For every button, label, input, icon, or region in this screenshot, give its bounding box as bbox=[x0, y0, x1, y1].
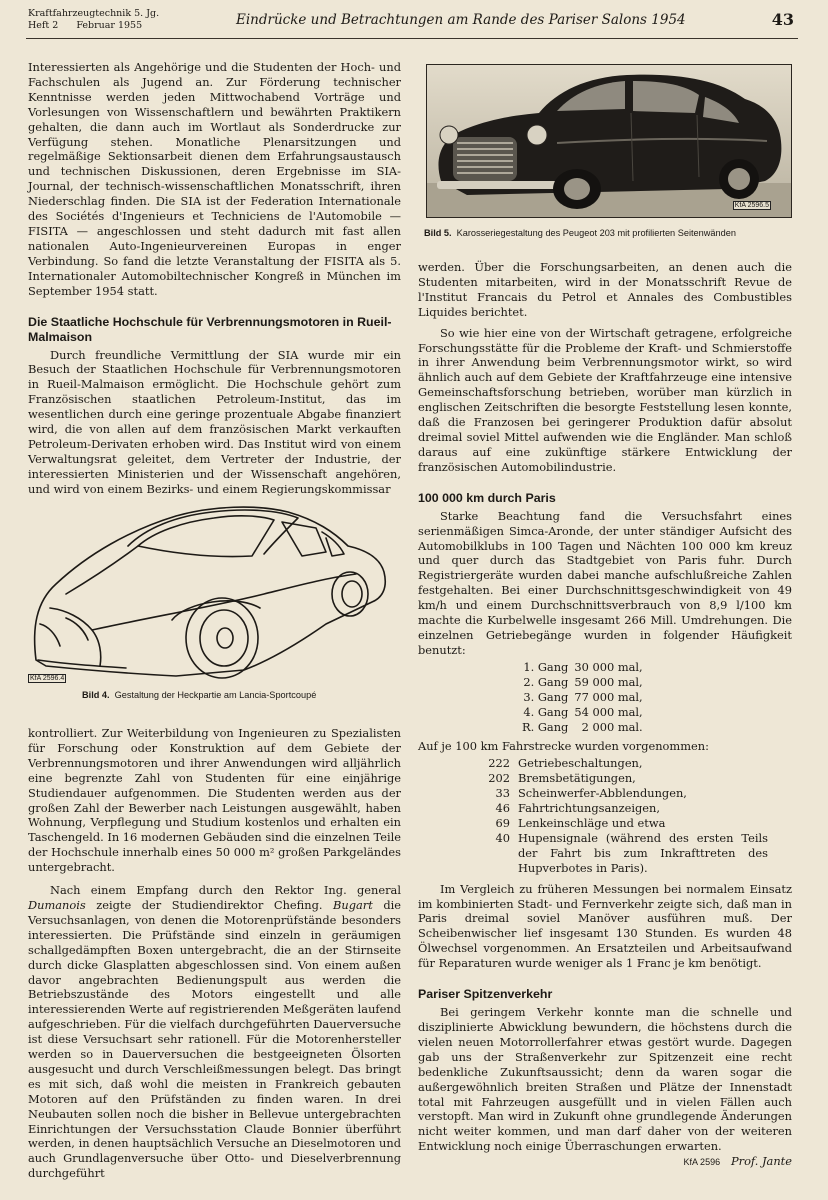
gear-name: 1. Gang bbox=[523, 659, 569, 674]
gear-row bbox=[522, 660, 647, 675]
count-label: Lenkeinschläge und etwa bbox=[518, 815, 666, 830]
count-label: Hupensignale (während des ersten Teils der Fahrt bis zum Inkrafttreten des Hupverbotes in Paris). bbox=[518, 830, 768, 875]
count-row bbox=[480, 801, 768, 816]
count-row bbox=[480, 771, 768, 786]
gear-count: 2 000 mal. bbox=[581, 719, 643, 734]
count-label: Fahrtrichtungsanzeigen, bbox=[518, 800, 660, 815]
manoeuvre-count-table bbox=[480, 756, 768, 876]
paragraph: Interessierten als Angehörige und die Studenten der Hoch- und Fachschulen als Jugend an. Zur Förderung technischer Kenntnisse werden jeden Mittwochabend Vorträge und Vorlesungen von Wissenschaftlern und bewährten Praktikern gehalten, die dann auch im Wortlaut als Sonderdrucke zur Verfügung stehen. Monatliche Plenarsitzungen und regelmäßige Sektionsarbeit dienen dem Erfahrungsaustausch und technischen Diskussionen, deren Ergebnisse im SIA-Journal, der technisch-wissenschaftlichen Monatsschrift, ihren Niederschlag finden. Die SIA ist der Federation Internationale des Sociétés d'Ingenieurs et Techniciens de l'Automobile — FISITA — angeschlossen und steht dadurch mit fast allen nationalen Auto-Ingenieurvereinen Europas in enger Verbindung. So fand die letzte Veranstaltung der FISITA als 5. Internationaler Automobiltechnischer Kongreß in München im September 1954 statt. bbox=[28, 60, 401, 298]
running-head-title: Eindrücke und Betrachtungen am Rande des Pariser Salons 1954 bbox=[236, 12, 686, 28]
gear-count: 77 000 mal, bbox=[574, 689, 643, 704]
paragraph: Auf je 100 km Fahrstrecke wurden vorgenommen: bbox=[418, 738, 709, 753]
count-label: Bremsbetätigungen, bbox=[518, 770, 636, 785]
paragraph: Im Vergleich zu früheren Messungen bei normalem Einsatz im kombinierten Stadt- und Fernverkehr zeigte sich, daß man in Paris dreimal soviel Manöver ausführen muß. Der Scheibenwischer lief insgesamt 130 Stunden. Es wurden 48 Ölwechsel vorgenommen. An Ersatzteilen und Arbeitsaufwand für Reparaturen wurde weniger als 1 Franc je km benötigt. bbox=[418, 881, 792, 971]
count-value: 69 bbox=[495, 815, 510, 830]
peugeot-203-photo bbox=[427, 65, 791, 217]
gear-name: 3. Gang bbox=[523, 689, 569, 704]
section-heading: 100 000 km durch Paris bbox=[418, 490, 556, 505]
paragraph: kontrolliert. Zur Weiterbildung von Ingenieuren zu Spezialisten für Forschung oder Konstruktion auf dem Gebiete der Verbrennungsmotoren und ihrer Anwendungen wird alljährlich eine begrenzte Zahl von Studenten für eine einjährige Studiendauer aufgenommen. Die Studenten werden aus der großen Zahl der Bewerber nach Leistungen ausgewählt, haben Wohnung, Verpflegung und Studium kostenlos und erhalten ein Taschengeld. In 16 modernen Gebäuden sind die einzelnen Teile der Hochschule innerhalb eines 50 000 m² großen Parkgeländes untergebracht. bbox=[28, 726, 401, 875]
paragraph: Bei geringem Verkehr konnte man die schnelle und disziplinierte Abwicklung bewundern, die höchstens durch die vielen neuen Motorrollerfahrer etwas gestört wurde. Dagegen gab uns der Straßenverkehr zur Spitzenzeit eine recht bedenkliche Zukunftsaussicht; denn da waren sogar die außergewöhnlich breiten Straßen und Plätze der Innenstadt total mit Fahrzeugen ausgefüllt und in vielen Fällen auch verstopft. Man wird in Zukunft ohne grundlegende Änderungen nicht weiter kommen, und man darf daher von der weiteren Entwicklung noch einige Überraschungen erwarten. bbox=[418, 1005, 792, 1154]
figure-5-caption-text: Karosseriegestaltung des Peugeot 203 mit profilierten Seitenwänden bbox=[456, 228, 736, 238]
text-run: Nach einem Empfang durch den Rektor Ing. general bbox=[50, 883, 401, 898]
journal-name: Kraftfahrzeugtechnik bbox=[28, 8, 132, 19]
gear-count: 54 000 mal, bbox=[574, 704, 643, 719]
count-row bbox=[480, 831, 768, 876]
section-heading: Pariser Spitzenverkehr bbox=[418, 987, 553, 1002]
running-head-left bbox=[28, 8, 159, 32]
figure-5-photo bbox=[426, 64, 792, 218]
gear-usage-table bbox=[522, 660, 647, 735]
text-run: die Versuchsanlagen, von denen die Motorenprüfstände besonders interessierten. Die Prüfstände sind einzeln in geräumigen schallgedämpften Boxen untergebracht, die an der Stirnseite durch dicke Glasplatten abgeschlossen sind. Von einem außen davor angebrachten Bedienungspult aus werden die Betriebszustände des Motors eingestellt und alle interessierenden Werte auf registrierenden Meßgeräten laufend aufgeschrieben. Für die vielfach durchgeführten Dauerversuche ist diese Versuchsart sehr rationell. Für die Motorenhersteller werden so in Dauerversuchen die bestgeeigneten Ölsorten ausgesucht und durch Verschleißmessungen belegt. Das bringt es mit sich, daß wohl die meisten in Frankreich gebauten Motoren auf den Prüfständen zu finden waren. In drei Neubauten sollen noch die bisher in Bellevue untergebrachten Einrichtungen der Versuchsstation Claude Bonnier überführt werden, in denen hauptsächlich Versuche an Dieselmotoren und auch Grundlagenversuche über Otto- und Dieselverbrennung durchgeführt bbox=[28, 897, 401, 1181]
count-row bbox=[480, 756, 768, 771]
header-rule bbox=[26, 38, 798, 39]
count-row bbox=[480, 786, 768, 801]
figure-4-reference: KfA 2596.4 bbox=[30, 675, 65, 682]
figure-5-reference: KfA 2596.5 bbox=[734, 202, 769, 209]
figure-4-caption bbox=[82, 690, 316, 700]
count-value: 202 bbox=[488, 770, 510, 785]
left-column-upper bbox=[28, 60, 401, 497]
count-value: 46 bbox=[495, 800, 510, 815]
gear-name: 4. Gang bbox=[523, 704, 569, 719]
author: Prof. Jante bbox=[730, 1154, 792, 1169]
lancia-coupe-illustration bbox=[26, 498, 392, 688]
gear-count: 59 000 mal, bbox=[574, 674, 643, 689]
gear-row bbox=[522, 705, 647, 720]
issue-date: Februar 1955 bbox=[76, 20, 143, 31]
figure-5-label: Bild 5. bbox=[424, 228, 452, 238]
section-heading: Die Staatliche Hochschule für Verbrennungsmotoren in Rueil-Malmaison bbox=[28, 314, 392, 344]
gear-row bbox=[522, 720, 647, 735]
paragraph: Durch freundliche Vermittlung der SIA wurde mir ein Besuch der Staatlichen Hochschule für Verbrennungsmotoren in Rueil-Malmaison ermöglicht. Die Hochschule gehört zum Französischen staatlichen Petroleum-Institut, das im wesentlichen durch eine geringe prozentuale Abgabe finanziert wird, die von allen auf dem französischen Markt verkauften Petroleum-Derivaten erhoben wird. Das Institut wird von einem Verwaltungsrat geleitet, dem Vertreter der Industrie, der interessierten Ministerien und der Wissenschaft angehören, und wird von einem Bezirks- und einem Regierungskommissar bbox=[28, 347, 401, 496]
paragraph bbox=[28, 883, 401, 1181]
page-number: 43 bbox=[771, 10, 794, 29]
gear-row bbox=[522, 690, 647, 705]
person-name: Bugart bbox=[333, 897, 373, 912]
issue: Heft 2 bbox=[28, 20, 59, 31]
paragraph: So wie hier eine von der Wirtschaft getragene, erfolgreiche Forschungsstätte für die Probleme der Kraft- und Schmierstoffe in ihrer Anwendung beim Verbrennungsmotor wirkt, so wird ähnlich auch auf dem Gebiete der Kraftfahrzeuge eine intensive Gemeinschaftsforschung betrieben, worüber man kürzlich in englischen Zeitschriften die besorgte Feststellung lesen konnte, daß die Franzosen bei geringerer Produktion dafür absolut dreimal soviel Mittel aufwenden wie die Engländer. Man schloß daraus auf eine zukünftige stärkere Entwicklung der französischen Automobilindustrie. bbox=[418, 325, 792, 474]
figure-5-caption bbox=[424, 228, 736, 238]
paragraph: Starke Beachtung fand die Versuchsfahrt eines serienmäßigen Simca-Aronde, der unter ständiger Aufsicht des Automobilklubs in 100 Tagen und Nächten 100 000 km kreuz und quer durch das Stadtgebiet von Paris fuhr. Durch Registriergeräte wurden dabei manche aufschlußreiche Zahlen festgehalten. Bei einer Durchschnittsgeschwindigkeit von 49 km/h und einem Durchschnittsverbrauch von 8,9 l/100 km machte die Kurbelwelle insgesamt 266 Mill. Umdrehungen. Die einzelnen Getriebegänge wurden in folgender Häufigkeit benutzt: bbox=[418, 508, 792, 657]
count-label: Scheinwerfer-Abblendungen, bbox=[518, 785, 687, 800]
gear-name: 2. Gang bbox=[523, 674, 569, 689]
left-column-lower bbox=[28, 726, 401, 1181]
count-value: 40 bbox=[495, 830, 510, 845]
figure-4-label: Bild 4. bbox=[82, 690, 110, 700]
signature-line bbox=[418, 1154, 792, 1170]
article-reference: KfA 2596 bbox=[683, 1157, 721, 1168]
figure-4-caption-text: Gestaltung der Heckpartie am Lancia-Sportcoupé bbox=[114, 690, 317, 700]
count-row bbox=[480, 816, 768, 831]
count-value: 33 bbox=[495, 785, 510, 800]
person-name: Dumanois bbox=[28, 897, 86, 912]
gear-name: R. Gang bbox=[522, 719, 569, 734]
text-run: zeigte der Studiendirektor Chefing. bbox=[85, 897, 333, 912]
figure-4-drawing bbox=[26, 498, 392, 688]
count-value: 222 bbox=[488, 755, 510, 770]
gear-count: 30 000 mal, bbox=[574, 659, 643, 674]
gear-row bbox=[522, 675, 647, 690]
volume: 5. Jg. bbox=[134, 8, 160, 19]
count-label: Getriebeschaltungen, bbox=[518, 755, 643, 770]
paragraph: werden. Über die Forschungsarbeiten, an denen auch die Studenten mitarbeiten, wird in der Monatsschrift Revue de l'Institut Francais du Petrol et Annales des Combustibles Liquides berichtet. bbox=[418, 260, 792, 319]
right-column bbox=[418, 260, 792, 1170]
